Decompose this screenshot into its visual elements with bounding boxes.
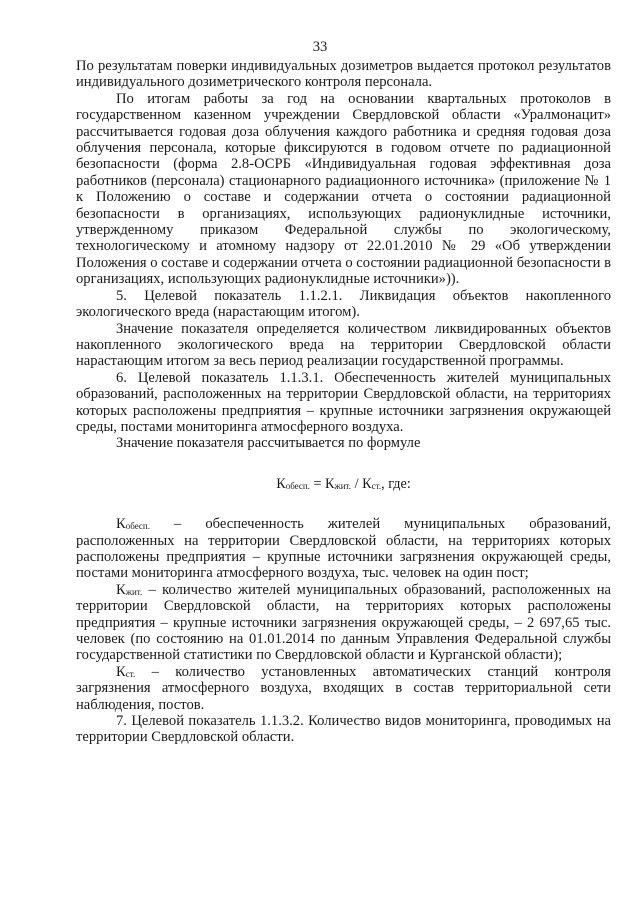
paragraph: По результатам поверки индивидуальных дозиметров выдается протокол результатов индивидуального дозиметрического контроля персонала.	[76, 58, 611, 91]
definition-symbol: К	[116, 516, 126, 533]
definition-paragraph	[76, 582, 611, 664]
paragraph: Значение показателя определяется количеством ликвидированных объектов накопленного экологического вреда на территории Свердловской области нарастающим итогом за весь период реализации государственной программы.	[76, 320, 611, 370]
formula-subscript: обесп.	[285, 480, 310, 491]
formula-symbol: К	[362, 475, 372, 492]
page-number: 33	[312, 39, 328, 55]
definition-subscript: ст.	[125, 668, 136, 679]
paragraph: 6. Целевой показатель 1.1.3.1. Обеспеченность жителей муниципальных образований, расположенных на территории Свердловской области, на территориях которых расположены предприятия – крупные источники загрязнения окружающей среды, постами мониторинга атмосферного воздуха.	[76, 369, 611, 435]
formula-subscript: ст.	[371, 480, 382, 491]
formula-subscript: жит.	[334, 480, 352, 491]
definition-symbol: К	[116, 581, 126, 598]
formula-symbol: К	[276, 475, 286, 492]
formula-operator: /	[351, 475, 363, 492]
formula-symbol: К	[325, 475, 335, 492]
definition-subscript: обесп.	[125, 521, 150, 532]
definition-paragraph	[76, 664, 611, 713]
paragraph: Значение показателя рассчитывается по формуле	[116, 435, 421, 452]
definition-symbol: К	[116, 663, 126, 680]
definition-subscript: жит.	[125, 586, 143, 597]
paragraph: По итогам работы за год на основании квартальных протоколов в государственном казенном учреждении Свердловской области «Уралмонацит» рассчитывается годовая доза облучения каждого работника и средняя годовая доза облучения персонала, которые фиксируются в годовом отчете по радиационной безопасности (форма 2.8-ОСРБ «Индивидуальная годовая эффективная доза работников (персонала) стационарного радиационного источника» (приложение № 1 к Положению о составе и содержании отчета о состоянии радиационной безопасности в организациях, использующих радионуклидные источники, утвержденному приказом Федеральной службы по экологическому, технологическому и атомному надзору от 22.01.2010 № 29 «Об утверждении Положения о составе и содержании отчета о состоянии радиационной безопасности в организациях, использующих радионуклидные источники»)).	[76, 90, 612, 288]
formula	[76, 476, 611, 492]
formula-tail: , где:	[381, 475, 411, 492]
paragraph: 5. Целевой показатель 1.1.2.1. Ликвидация объектов накопленного экологического вреда (нарастающим итогом).	[76, 287, 611, 321]
definition-text: – количество установленных автоматических станций контроля загрязнения атмосферного воздуха, входящих в состав территориальной сети наблюдения, постов.	[76, 663, 611, 713]
definition-text: – обеспеченность жителей муниципальных образований, расположенных на территории Свердловской области, на территориях которых расположены предприятия – крупные источники загрязнения окружающей среды, постами мониторинга атмосферного воздуха, тыс. человек на один пост;	[76, 516, 611, 582]
paragraph: 7. Целевой показатель 1.1.3.2. Количество видов мониторинга, проводимых на территории Свердловской области.	[76, 713, 611, 746]
definition-text: – количество жителей муниципальных образований, расположенных на территории Свердловской области, на территориях которых расположены предприятия – крупные источники загрязнения окружающей среды, – 2 697,65 тыс. человек (по состоянию на 01.01.2014 по данным Управления Федеральной службы государственной статистики по Свердловской области и Курганской области);	[76, 581, 611, 664]
formula-operator: =	[309, 475, 326, 492]
definition-paragraph	[76, 516, 611, 582]
document-body	[76, 58, 611, 746]
